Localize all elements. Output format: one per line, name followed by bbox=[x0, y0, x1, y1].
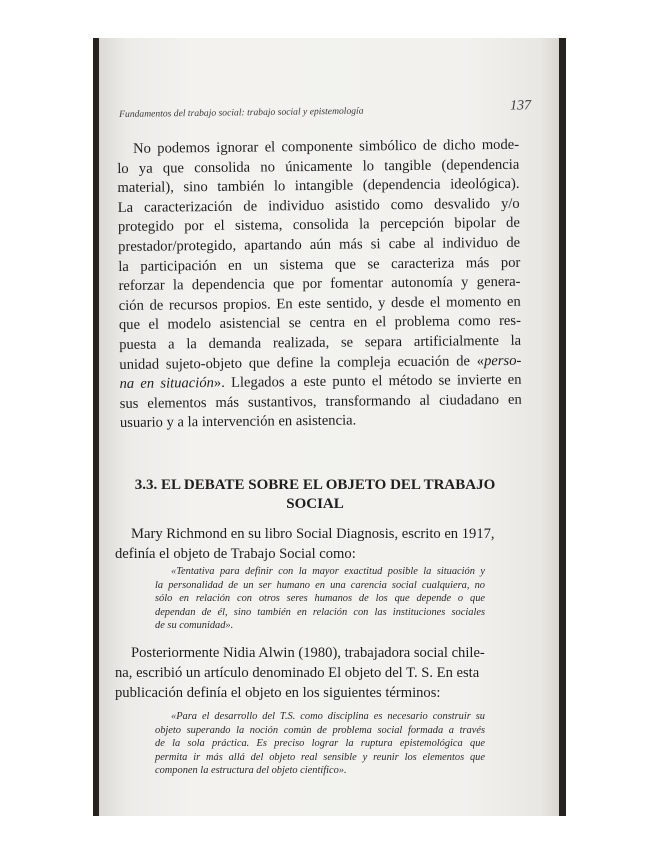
quote-line: dependan de él, sino también en relación con las instituciones sociales bbox=[155, 606, 485, 618]
paragraph-line: prestador/protegido, apartando aún más si cabe al individuo de bbox=[118, 234, 521, 255]
quote-line: permita ir más allá del objeto real sensible y reunir los elementos que bbox=[155, 751, 485, 763]
block-quote-alwin bbox=[155, 710, 485, 778]
paragraph-line: material), sino también lo intangible (dependencia ideológica). bbox=[117, 175, 520, 197]
paragraph-line: Mary Richmond en su libro Social Diagnosis, escrito en 1917, bbox=[131, 526, 495, 542]
paragraph-2 bbox=[115, 524, 515, 564]
paragraph-line: protegido por el sistema, consolida la percepción bipolar de bbox=[117, 215, 520, 236]
quote-line: sólo en relación con otros seres humanos de los que depende o que bbox=[155, 593, 485, 604]
section-heading-line: 3.3. EL DEBATE SOBRE EL OBJETO DEL TRABAJO bbox=[134, 477, 496, 493]
quote-line: la personalidad de un ser humano en una carencia social cualquiera, no bbox=[155, 579, 485, 591]
quote-line: «Tentativa para definir con la mayor exactitud posible la situación y bbox=[171, 566, 485, 577]
quote-line: objeto superando la noción común de problema social formada a través bbox=[155, 724, 485, 736]
paragraph-line: reforzar la dependencia que por fomentar autonomía y genera- bbox=[118, 273, 521, 295]
paragraph-line: na, escribió un artículo denominado El objeto del T. S. En esta bbox=[115, 665, 480, 681]
italic-term: na en situación bbox=[119, 375, 214, 393]
paragraph-line: No podemos ignorar el componente simbólico de dicho mode- bbox=[133, 136, 520, 157]
paragraph-line: publicación definía el objeto en los siguientes términos: bbox=[115, 685, 441, 701]
quote-line: componen la estructura del objeto científico». bbox=[155, 765, 347, 776]
section-heading bbox=[129, 476, 501, 514]
quote-line: de la sola práctica. Es preciso lograr la ruptura epistemológica que bbox=[155, 738, 485, 749]
page-header bbox=[119, 98, 531, 126]
running-title: Fundamentos del trabajo social: trabajo social y epistemología bbox=[119, 105, 364, 120]
paragraph-1 bbox=[117, 136, 522, 434]
paragraph-3 bbox=[115, 643, 515, 703]
paragraph-line-text: ». Llegados a este punto el método se invierte en bbox=[213, 371, 522, 392]
page-number: 137 bbox=[509, 98, 532, 114]
paragraph-line: puesta a la demanda realizada, se separa artificialmente la bbox=[119, 332, 522, 353]
book-page bbox=[99, 38, 559, 816]
paragraph-line: Posteriormente Nidia Alwin (1980), trabajadora social chile- bbox=[131, 645, 485, 661]
italic-term: perso- bbox=[483, 352, 522, 369]
quote-line: «Para el desarrollo del T.S. como disciplina es necesario construir su bbox=[171, 711, 485, 722]
paragraph-line: la participación en un sistema que se caracteriza más por bbox=[118, 254, 521, 275]
paragraph-line: que el modelo asistencial se centra en el problema como res- bbox=[118, 313, 522, 334]
paragraph-line: lo ya que consolida no únicamente lo tangible (dependencia bbox=[117, 156, 520, 177]
section-heading-line: SOCIAL bbox=[286, 496, 344, 512]
paragraph-line: sus elementos más sustantivos, transformando al ciudadano en bbox=[119, 391, 522, 412]
paragraph-line: La caracterización de individuo asistido como desvalido y/o bbox=[117, 195, 520, 216]
paragraph-line: ción de recursos propios. En este sentido, y desde el momento en bbox=[118, 293, 521, 314]
quote-line: de su comunidad». bbox=[155, 620, 234, 631]
paragraph-line-text: unidad sujeto-objeto que define la compleja ecuación de « bbox=[119, 352, 485, 373]
paragraph-line: definía el objeto de Trabajo Social como: bbox=[115, 546, 356, 562]
block-quote-richmond bbox=[155, 565, 485, 633]
paragraph-line: usuario y a la intervención en asistencia. bbox=[119, 412, 357, 432]
